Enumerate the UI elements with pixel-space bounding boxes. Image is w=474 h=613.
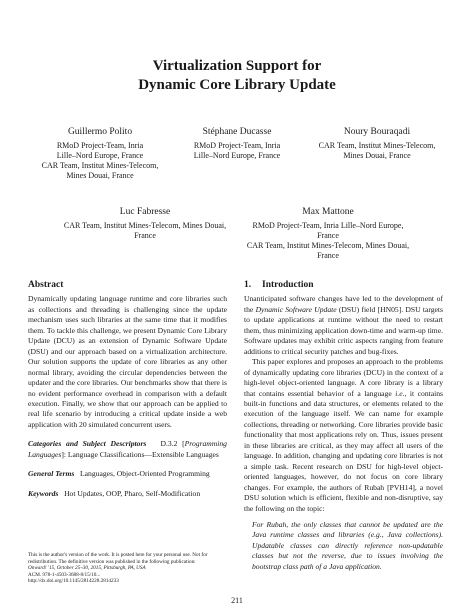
author-name: Noury Bouraqadi <box>343 127 411 137</box>
section-number: 1. <box>244 280 252 290</box>
intro-p2-text: This paper explores and proposes an approach to the problems of dynamically updating core libraries (DCU) in the context of a high-level object-oriented language. A core library is a library that contains essential behavior of a language <box>244 357 443 398</box>
author-block <box>60 207 230 241</box>
general-terms-text: Languages, Object-Oriented Programming <box>80 469 210 479</box>
author-block <box>177 127 297 161</box>
author-affiliation-line: Lille–Nord Europe, France <box>56 151 144 160</box>
author-affiliation-line: RMoD Project-Team, Inria <box>56 141 144 150</box>
intro-p1-text-rest: (DSU) field [HN05]. DSU targets to update applications at runtime without the need to restart them, thus minimizing application down-time and warm-up time. Software updates may exhibit critic aspects ranging from feature additions to critical security patches and bug-fixes. <box>244 304 443 356</box>
general-terms-label: General Terms <box>28 469 75 479</box>
footnote-line: redistribution. The definitive version was published in the following publication: <box>28 558 196 565</box>
author-block <box>40 127 160 181</box>
rubah-quote: For Rubah, the only classes that cannot be updated are the Java runtime classes and libraries (e.g., Java collections). Updatable classes can directly reference non-updatable classes but not the reverse, due to issues involving the bootstrap class path of a Java application. <box>252 519 443 571</box>
author-affiliation-line: CAR Team, Institut Mines-Telecom, <box>318 141 436 150</box>
categories-label: Categories and Subject Descriptors <box>28 439 147 449</box>
author-affiliation-line: CAR Team, Institut Mines-Telecom, Mines Douai, <box>63 221 227 230</box>
author-affiliation-line: RMoD Project-Team, Inria <box>193 141 281 150</box>
author-affiliation-line: Mines Douai, France <box>66 171 134 180</box>
intro-p2-italic: i.e. <box>395 388 405 398</box>
footnote-line: ACM. 978-1-4503-3688-8/15/10... <box>28 571 101 578</box>
author-name: Max Mattone <box>302 207 354 217</box>
intro-heading <box>244 280 443 290</box>
right-column <box>244 280 443 572</box>
left-column <box>28 280 227 499</box>
categories-rest: ]: Language Classifications—Extensible Languages <box>61 449 219 459</box>
paper-title <box>0 57 474 95</box>
keywords-text: Hot Updates, OOP, Pharo, Self-Modification <box>64 488 201 498</box>
title-line-1: Virtualization Support for <box>152 58 322 74</box>
intro-paragraph-1 <box>244 294 443 357</box>
abstract-text: Dynamically updating language runtime and core libraries such as collections and threading is challenging since the update mechanism uses such libraries at the same time that it modifies them. To tackle this challenge, we present Dynamic Core Library Update (DCU) as an extension of Dynamic Software Update (DSU) and our approach based on a virtualization architecture. Our solution supports the update of core libraries as any other normal library, avoiding the circular dependencies between the updater and the core libraries. Our benchmarks show that there is no evident performance overhead in comparison with a default execution. Finally, we show that our approach can be applied to real life scenario by introducing a critical update inside a web application with 20 simulated concurrent users. <box>28 294 227 429</box>
footnote-line: Onward! '15, October 25–30, 2015, Pittsburgh, PA, USA <box>28 565 146 571</box>
intro-paragraph-2 <box>244 357 443 514</box>
author-affiliation-line: France <box>317 231 339 240</box>
page-number: 211 <box>231 596 243 605</box>
author-affiliation-line: Mines Douai, France <box>343 151 411 160</box>
copyright-footnote <box>28 552 227 585</box>
footnote-line: http://dx.doi.org/10.1145/2814228.2814233 <box>28 578 119 584</box>
abstract-heading: Abstract <box>28 280 64 290</box>
author-affiliation-line: CAR Team, Institut Mines-Telecom, <box>41 161 159 170</box>
author-affiliation-line: CAR Team, Institut Mines-Telecom, Mines Douai, <box>246 241 410 250</box>
author-affiliation-line: RMoD Project-Team, Inria Lille–Nord Europe, <box>252 221 404 230</box>
general-terms-line <box>28 469 227 479</box>
footnote-line: This is the author's version of the work. It is posted here for your personal use. Not for <box>28 552 208 558</box>
author-name: Guillermo Polito <box>67 127 133 137</box>
author-affiliation-line: Lille–Nord Europe, France <box>193 151 281 160</box>
author-block <box>243 207 413 261</box>
keywords-line <box>28 489 227 499</box>
keywords-label: Keywords <box>28 488 59 498</box>
categories-line <box>28 439 227 460</box>
author-name: Stéphane Ducasse <box>202 127 272 137</box>
intro-p1-text: Unanticipated software changes have led to the development of the <box>244 294 443 314</box>
categories-ref: D.3.2 [ <box>160 439 185 449</box>
author-name: Luc Fabresse <box>119 207 171 217</box>
author-affiliation-line: France <box>134 231 156 240</box>
author-block <box>314 127 440 161</box>
intro-p1-italic: Dynamic Software Update <box>255 304 337 314</box>
section-title: Introduction <box>262 280 314 290</box>
title-line-2: Dynamic Core Library Update <box>138 77 336 93</box>
author-affiliation-line: France <box>317 251 339 260</box>
intro-p2-text-rest: , it contains built-in functions and data structures, or elements related to the execution of the language itself. We can name for example collections, threading or networking. Core libraries provide basic functionality that most applications rely on. Thus, issues present in these libraries are critical, as they may affect all users of the language. In addition, changing and updating core libraries is not a simple task. Recent research on DSU for high-level object-oriented languages, however, do not focus on core library changes. For example, the authors of Rubah [PVH14], a novel DSU solution which is efficient, flexible and non-disruptive, say the following on the topic: <box>244 388 443 513</box>
categories-italic: Programming Languages <box>28 439 227 459</box>
